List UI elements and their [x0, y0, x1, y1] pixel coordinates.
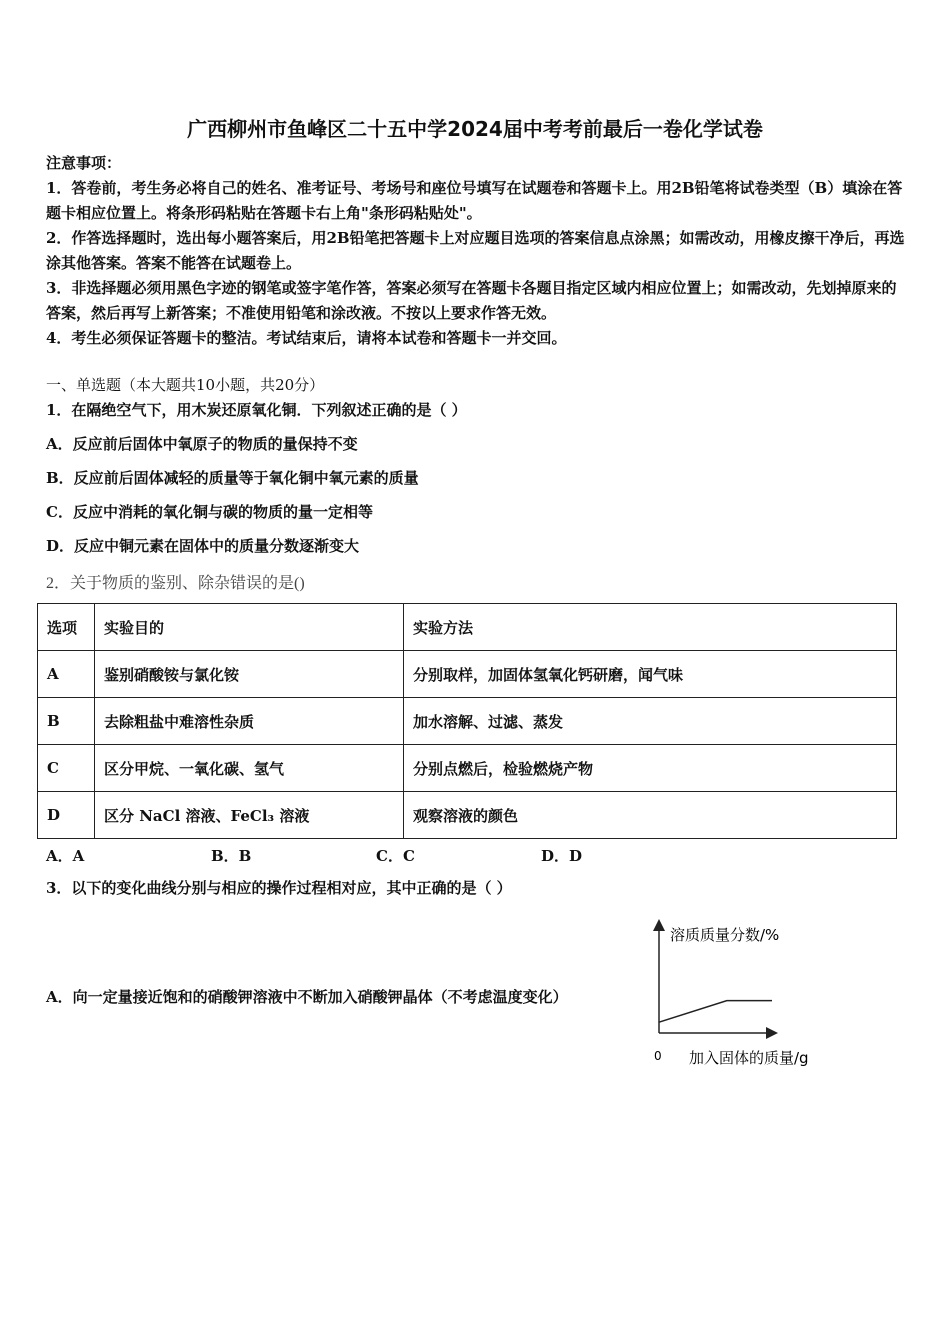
table-cell: C [38, 745, 95, 792]
origin-label: 0 [654, 1049, 662, 1063]
question-2-answer-c: C．C [376, 847, 415, 865]
table-cell: B [38, 698, 95, 745]
table-cell: 区分甲烷、一氧化碳、氢气 [95, 745, 404, 792]
question-3-stem: 3．以下的变化曲线分别与相应的操作过程相对应，其中正确的是（ ） [46, 879, 512, 897]
table-row [38, 698, 897, 745]
note-item: 2．作答选择题时，选出每小题答案后，用2B铅笔把答题卡上对应题目选项的答案信息点涂黑；如需改动，用橡皮擦干净后，再选涂其他答案。答案不能答在试题卷上。 [46, 229, 905, 272]
series-line [659, 1001, 772, 1023]
question-1-option-c: C．反应中消耗的氧化铜与碳的物质的量一定相等 [46, 503, 373, 521]
question-2-answer-a: A．A [46, 847, 85, 865]
table-header-row [38, 604, 897, 651]
notes-list [46, 176, 908, 351]
table-cell: 加水溶解、过滤、蒸发 [404, 698, 897, 745]
table-cell: A [38, 651, 95, 698]
x-axis-label: 加入固体的质量/g [689, 1049, 809, 1067]
question-1-option-b: B．反应前后固体减轻的质量等于氧化铜中氧元素的质量 [46, 469, 419, 487]
note-item: 4．考生必须保证答题卡的整洁。考试结束后，请将本试卷和答题卡一并交回。 [46, 329, 567, 347]
table-cell: 分别点燃后，检验燃烧产物 [404, 745, 897, 792]
table-cell: 鉴别硝酸铵与氯化铵 [95, 651, 404, 698]
question-2-stem: 2．关于物质的鉴别、除杂错误的是() [46, 575, 305, 592]
note-item: 3．非选择题必须用黑色字迹的钢笔或签字笔作答，答案必须写在答题卡各题目指定区域内相应位置上；如需改动，先划掉原来的答案，然后再写上新答案；不准使用铅笔和涂改液。不按以上要求作答无效。 [46, 279, 897, 322]
table-header-cell: 选项 [38, 604, 95, 651]
question-2-answer-d: D．D [541, 847, 583, 865]
y-axis-label: 溶质质量分数/% [670, 926, 780, 944]
solubility-chart [640, 915, 840, 1075]
section-heading: 一、单选题（本大题共10小题，共20分） [46, 376, 325, 394]
table-cell: D [38, 792, 95, 839]
table-cell: 去除粗盐中难溶性杂质 [95, 698, 404, 745]
question-3-option-a: A．向一定量接近饱和的硝酸钾溶液中不断加入硝酸钾晶体（不考虑温度变化） [46, 988, 568, 1006]
table-header-cell: 实验目的 [95, 604, 404, 651]
question-2-table [37, 603, 897, 839]
notes-heading: 注意事项： [46, 154, 122, 172]
table-header-cell: 实验方法 [404, 604, 897, 651]
table-row [38, 745, 897, 792]
question-2-answer-b: B．B [211, 847, 252, 865]
question-1-option-a: A．反应前后固体中氧原子的物质的量保持不变 [46, 435, 358, 453]
exam-title: 广西柳州市鱼峰区二十五中学2024届中考考前最后一卷化学试卷 [187, 117, 763, 141]
table-cell: 分别取样，加固体氢氧化钙研磨，闻气味 [404, 651, 897, 698]
table-cell: 观察溶液的颜色 [404, 792, 897, 839]
question-1-option-d: D．反应中铜元素在固体中的质量分数逐渐变大 [46, 537, 360, 555]
table-cell: 区分 NaCl 溶液、FeCl₃ 溶液 [95, 792, 404, 839]
question-1-stem: 1．在隔绝空气下，用木炭还原氧化铜．下列叙述正确的是（ ） [46, 401, 467, 419]
table-row [38, 651, 897, 698]
note-item: 1．答卷前，考生务必将自己的姓名、准考证号、考场号和座位号填写在试题卷和答题卡上。用2B铅笔将试卷类型（B）填涂在答题卡相应位置上。将条形码粘贴在答题卡右上角"条形码粘贴处"。 [46, 179, 903, 222]
table-row [38, 792, 897, 839]
